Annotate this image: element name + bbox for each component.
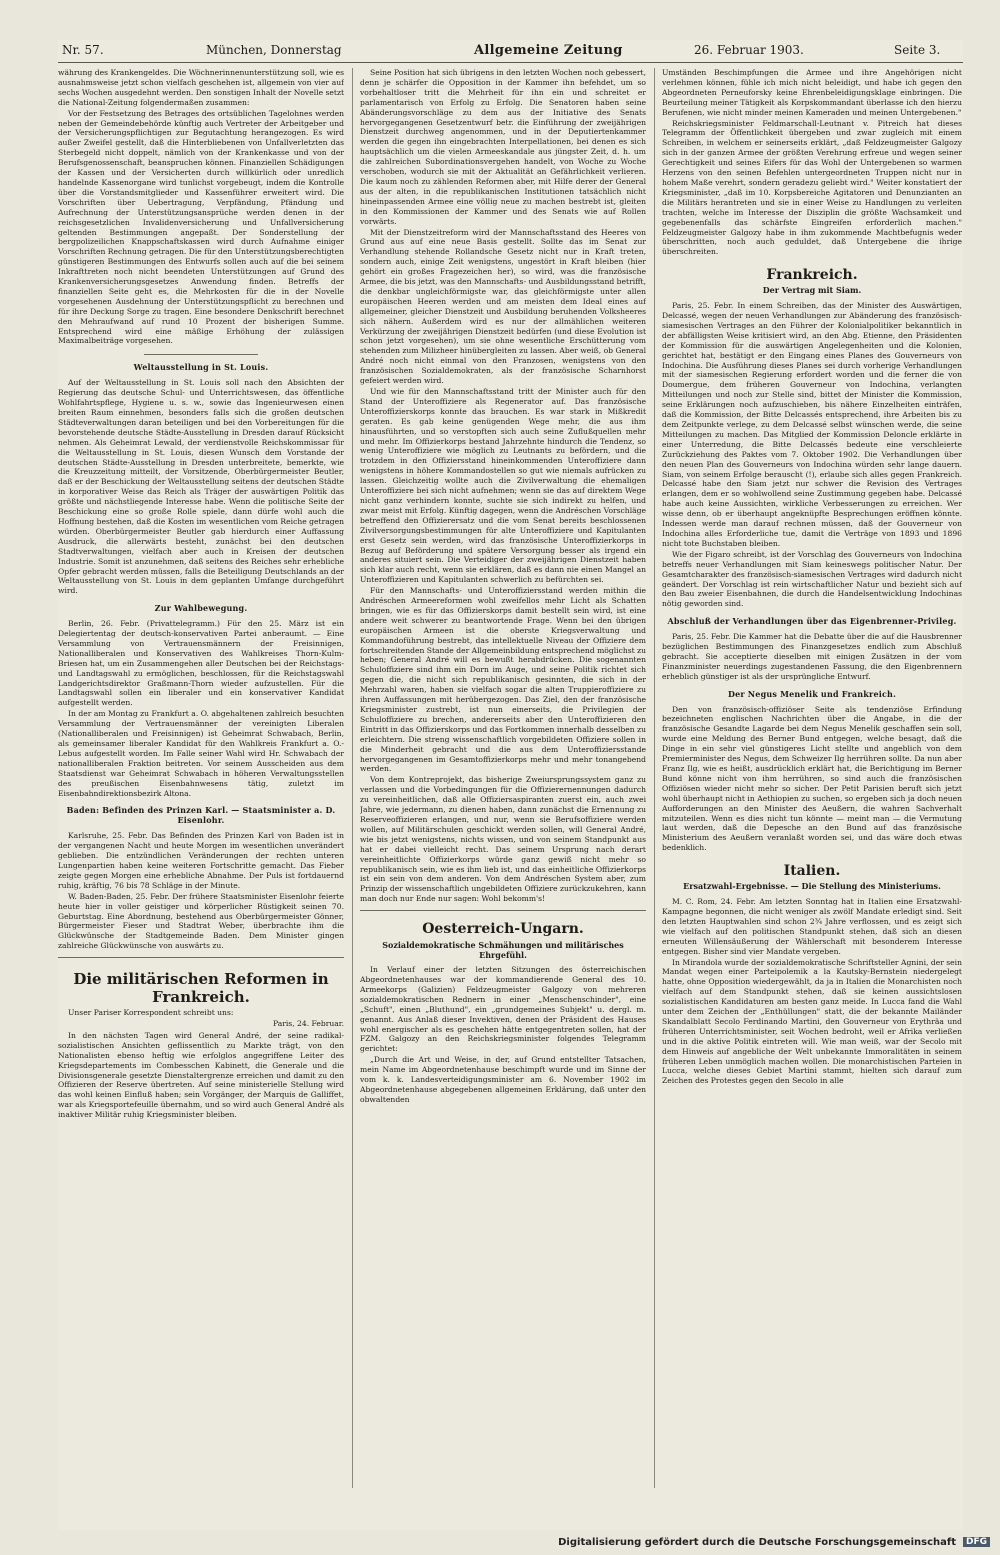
section-heading-italien: Italien. [783, 863, 841, 880]
paragraph: Seine Position hat sich übrigens in den letzten Wochen noch gebessert, denn je schärfer die Opposition in der Kammer ihn befehdet, um so vorbehaltloser tritt die Mehrheit für ihn ein und schreitet er parlamentarisch von Erfolg zu Erfolg. Die Senatoren haben seine Abänderungsvorschläge zu dem aus der Initiative des Senats hervorgegangenen Gesetzentwurf betr. die Einführung der zweijährigen Dienstzeit durchweg angenommen, und in der Deputiertenkammer werden die gegen ihn eingebrachten Interpellationen, bei denen es sich hauptsächlich um die vielen Armeeskandale aus jüngster Zeit, d. h. um die zahlreichen Subordinationsvergehen handelt, von Woche zu Woche verschoben, wodurch sie mit der Aktualität an Gefährlichkeit verlieren. Die kaum noch zu zählenden Reformen aber, mit Hilfe derer der General aus der alten, in die republikanischen Institutionen tatsächlich nicht hineinpassenden Armee eine völlig neue zu machen bestrebt ist, gleiten in den Kommissionen der Kammer und des Senats wie auf Rollen vorwärts. [360, 68, 646, 226]
paragraph: Umständen Beschimpfungen die Armee und ihre Angehörigen nicht verlehmen können, fühle ich mich nicht beleidigt, und habe ich gegen den Abgeordneten Perneuforsky keine Ehrenbeleidigungsklage einbringen. Die Beurteilung meiner Tätigkeit als Korpskommandant überlasse ich den hierzu Berufenen, wie nicht minder meinen Kameraden und meinen Untergebenen." [662, 68, 962, 117]
paragraph: Paris, 25. Febr. Die Kammer hat die Debatte über die auf die Hausbrenner bezüglichen Bestimmungen des Finanzgesetzes endlich zum Abschluß gebracht. Sie acceptierte dieselben mit einigen Zusätzen in der vom Finanzminister neuerdings zugestandenen Fassung, die den Eigenbrennern erheblich günstiger ist als der ursprüngliche Entwurf. [662, 632, 962, 681]
paragraph: In den nächsten Tagen wird General André, der seine radikal-sozialistischen Ansichten geflissentlich zu Markte trägt, von den Nationalisten ebenso heftig wie erfolglos angegriffene Leiter des Kriegsdepartements im Combesschen Kabinett, die Generale und die Divisionsgenerale gesetzte Dienstaltergrenze erreichen und damit zu den Offizieren der Reserve übertreten. Auf seine ministerielle Stellung wird das wohl keinen Einfluß haben; sein Vorgänger, der Marquis de Galliffet, war als Kriegsportefeuille übernahm, und so wird auch General André als inaktiver Militär ruhig Kriegsminister bleiben. [58, 1030, 344, 1120]
headline-military-reforms: Die militärischen Reformen in Frankreich. [73, 970, 329, 1007]
newspaper-title: Allgemeine Zeitung [474, 43, 623, 58]
page-header [58, 40, 963, 63]
divider [58, 957, 344, 958]
paragraph: In Verlauf einer der letzten Sitzungen des österreichischen Abgeordnetenhauses war der kommandierende General des 10. Armeekorps (Galizien) Feldzeugmeister Galgozy von mehreren sozialdemokratischen Rednern in einer „Menschenschinder", eine „Schuft", einen „Bluthund", ein „grundgemeines Subjekt" u. dergl. m. genannt. Aus Anlaß dieser Invektiven, denen der Präsident des Hauses wohl energischer als es geschehen hätte entgegentreten sollen, hat der FZM. Galgozy an den Reichskriegsminister folgendes Telegramm gerichtet: [360, 965, 646, 1054]
section-heading-frankreich: Frankreich. [766, 267, 858, 284]
column-1 [58, 68, 344, 1508]
paragraph: „Durch die Art und Weise, in der, auf Grund entstellter Tatsachen, mein Name im Abgeordnetenhause beschimpft wurde und im Sinne der vom k. k. Landesverteidigungsminister am 6. November 1902 im Abgeordnetenhause abgegebenen allgemeinen Erklärung, daß unter den obwaltenden [360, 1055, 646, 1104]
paragraph: Reichskriegsminister Feldmarschall-Leutnant v. Pitreich hat dieses Telegramm der Öffentlichkeit übergeben und zwar zugleich mit einem Schreiben, in welchem er seinerseits erklärt, „daß Feldzeugmeister Galgozy sich in der ganzen Armee der größten Verehrung erfreue und wegen seiner Gerechtigkeit und seines Eifers für das Wohl der Untergebenen so warmen Herzens von den seinen Befehlen untergeordneten Truppen nicht nur in hohem Maße verehrt, sondern geradezu geliebt wird." Weiter konstatiert der Kriegsminister, „daß im 10. Korpsbereiche Agitatoren und Denunzianten an die Militärs herantreten und sie in einer Weise zu Handlungen zu verleiten trachten, welche im Interesse der Disziplin die größte Wachsamkeit und gegebenenfalls das schärfste Eingreifen erforderlich machen." Feldzeugmeister Galgozy habe in ihm zukommende Machtbefugnis weder überschritten, noch auch geduldet, daß Untergebene die ihrige überschreiten. [662, 118, 962, 257]
paragraph: Paris, 25. Febr. In einem Schreiben, das der Minister des Auswärtigen, Delcassé, wegen der neuen Verhandlungen zur Abänderung des französisch-siamesischen Vertrages an den Führer der Kolonialpolitiker bekanntlich in der abfälligsten Weise kritisiert wird, an den Abg. Etienne, den Präsidenten der Kommission für die auswärtigen Angelegenheiten und die Kolonien, gerichtet hat, bestätigt er den Eingang eines Planes des Gouverneurs von Indochina. Die Ausführung dieses Planes sei durch vorherige Verhandlungen mit der siamesischen Regierung erfordert worden und die ferner die von Doumergue, dem früheren Gouverneur von Indochina, verlangten Mitteilungen und noch zur Stelle sind, bittet der Minister die Kommission, seine Erklärungen noch aufzuschieben, bis nähere Einzelheiten einträfen, daß die Kommission, der Bitte Delcassés entsprechend, ihre Arbeiten bis zu dem Zeitpunkte verlege, zu dem Delcassé selbst wünschen werde, die seine Mitteilungen zu machen. Das Mitglied der Kommission Deloncle erklärte in einer Unterredung, die Bitte Delcassés bedeute eine verschleierte Zurückziehung des Paktes vom 7. Oktober 1902. Die Verhandlungen über den neuen Plan des Gouverneurs von Indochina würden sehr lange dauern. Siam, von seinem Erfolge berauscht (!), erlaube sich alles gegen Frankreich. Delcassé habe den Siam jetzt nur schwer die Revision des Vertrages erlangen, dem er so wohlwollend seine Zustimmung gegeben habe. Delcassé habe auch keine Aussichten, wirkliche Verbesserungen zu erreichen. Wer wisse denn, ob er überhaupt angeknüpfte Besprechungen eröffnen könnte. Indessen werde man darauf rechnen müssen, daß der Gouverneur von Indochina alles Erforderliche tue, damit die Verträge von 1893 und 1896 nicht tote Buchstaben bleiben. [662, 301, 962, 548]
column-rule [654, 68, 655, 1488]
paragraph: Von dem Kontreprojekt, das bisherige Zweiursprungssystem ganz zu verlassen und die Vorbedingungen für die Offizierernennungen dadurch zu vereinheitlichen, daß alle Offiziersaspiranten zuerst ein, auch zwei Jahre, wie jedermann, zu dienen haben, dann zunächst die Ernennung zu Reserveoffizieren erlangen, und nur, wenn sie Berufsoffiziere werden wollen, auf Militärschulen geschickt werden sollen, will General André, wie bis jetzt wenigstens, nichts wissen, und von seinem Standpunkt aus hat er dabei vielleicht recht. Das seinem Ursprung nach derart vereinheitlichte Offizierkorps würde ganz gewiß nicht mehr so republikanisch sein, wie es ihm lieb ist, und das einheitliche Offizierkorps ist ein sein von dem anderen. Von dem Andréschen System aber, zum Prinzip der wissenschaftlich ungebildeten Offiziere zurückzukehren, kann man doch nur Ende nur sagen: Wohl bekomm's! [360, 775, 646, 904]
paragraph: Vor der Festsetzung des Betrages des ortsüblichen Tagelohnes werden neben der Gemeindebehörde künftig auch Vertreter der Arbeitgeber und der Versicherungspflichtigen zur Begutachtung herangezogen. Es wird außer Zweifel gestellt, daß die Hinterbliebenen von Unfallverletzten das Sterbegeld nicht doppelt, nämlich von der Krankenkasse und von der Berufsgenossenschaft, beanspruchen können. Finanziellen Schädigungen der Kassen und der Versicherten durch willkürlich oder unredlich handelnde Kassenorgane wird tunlichst vorgebeugt, indem die Kontrolle über die Vorstandsmitglieder und Kassenführer erweitert wird. Die Vorschriften über Uebertragung, Verpfändung, Pfändung und Aufrechnung der Unterstützungsansprüche werden denen in der reichsgesetzlichen Invalidenversicherung und Unfallversicherung geltenden Bestimmungen angepaßt. Der Sonderstellung der bergpolizeilichen Knappschaftskassen wird durch Aufnahme einiger Vorschriften Rechnung getragen. Die für den Unterstützungsberechtigten günstigeren Bestimmungen des Entwurfs sollen auch auf die bei seinem Inkrafttreten noch nicht beendeten Unterstützungen auf Grund des Krankenversicherungsgesetzes Anwendung finden. Betreffs der finanziellen Seite geht es, die Mehrkosten für die in der Novelle vorgesehenen Ausdehnung der Unterstützungspflicht zu berechnen und für ihre Deckung Sorge zu tragen. Eine besondere Denkschrift berechnet den Mehraufwand auf rund 10 Prozent der bisherigen Summe. Entsprechend wird eine mäßige Erhöhung der zulässigen Maximalbeiträge vorgesehen. [58, 108, 344, 346]
paragraph: In Mirandola wurde der sozialdemokratische Schriftsteller Agnini, der sein Mandat wegen einer Parteipolemik a la Kautsky-Bernstein niedergelegt hatte, ohne Opposition wiedergewählt, da ja in Italien die Monarchisten noch vielfach auf dem Standpunkt stehen, daß sie keinen aussichtslosen sozialistischen Kandidaturen am besten ganz meide. In Lucca fand die Wahl unter dem Zeichen der „Enthüllungen" statt, die der bekannte Mailänder Skandalblatt Secolo Ferdinando Martini, den Gouverneur von Erythräa und früheren Unterrichtsminister, seit Wochen bedroht, weil er Afrika verließen und in die aktive Politik eintreten will. Wie man weiß, war der Secolo mit dem Hinweis auf angebliche der Welt unbekannte Immoralitäten in seinem früheren Leben unmöglich machen wollen. Die monarchistischen Parteien in Lucca, welche dieses Gebiet Martini stammt, hielten sich darauf zum Zeichen des Protestes gegen den Secolo in alle [662, 957, 962, 1086]
article-heading-siam: Der Vertrag mit Siam. [762, 285, 862, 296]
issue-date: 26. Februar 1903. [694, 43, 804, 57]
article-heading-weltausstellung: Weltausstellung in St. Louis. [133, 362, 269, 373]
paragraph: Mit der Dienstzeitreform wird der Mannschaftsstand des Heeres von Grund aus auf eine neue Basis gestellt. Sollte das im Senat zur Verhandlung stehende Rollandsche Gesetz nicht nur in Kraft treten, sondern auch, einige Zeit wenigstens, ungestört in Kraft bleiben (hier gehört ein großes Fragezeichen her), so wird, was die französische Armee, die bis jetzt, was den Mannschafts- und Ausbildungsstand betrifft, die denkbar ungleichförmigste war, das gleichförmigste unter allen europäischen Heeren werden und am meisten dem Ideal eines auf allgemeiner, gleicher Dienstzeit und Ausbildung beruhenden Volksheeres sich nähern. Außerdem wird es nur der allmählichen weiteren Verkürzung der zweijährigen Dienstzeit bedürfen (und diese Evolution ist schon jetzt vorgesehen), um sie ohne wesentliche Erschütterung vom stehenden zum Milizheer hinübergleiten zu lassen. Aber weiß, ob General André noch nicht einmal von den Franzosen, wenigstens von den französischen Sozialdemokraten, als der französische Scharnhorst gefeiert werden wird. [360, 227, 646, 386]
column-3 [662, 68, 962, 1508]
page-number: Seite 3. [894, 43, 941, 57]
paragraph: W. Baden-Baden, 25. Febr. Der frühere Staatsminister Eisenlohr feierte heute hier in voller geistiger und körperlicher Rüstigkeit seinen 70. Geburtstag. Eine Abordnung, bestehend aus Oberbürgermeister Gönner, Bürgermeister Fieser und Stadtrat Weber, überbrachte ihm die Glückwünsche der Stadtgemeinde Baden. Dem Minister gingen zahlreiche Glückwünsche von auswärts zu. [58, 891, 344, 951]
divider [360, 910, 646, 911]
paragraph: Den von französisch-offiziöser Seite als tendenziöse Erfindung bezeichneten englischen Nachrichten über die Angabe, in die der französische Gesandte Lagarde bei dem Negus Menelik geschaffen sein soll, wurde eine Meldung des Berner Bund entgegen, welche besagt, daß die Dinge in ein sehr viel günstigeres Licht stellte und angeblich von dem Premierminister des Negus, dem Schweizer Ilg herrühren sollte. Da nun aber Franz Ilg, wie es heißt, ausdrücklich erklärt hat, die Berichtigung im Berner Bund könne nicht von ihm herrühren, so sind auch die französischen Offiziösen wieder nicht mehr so sicher. Der Petit Parisien beruft sich jetzt wohl überhaupt nicht in Aethiopien zu suchen, so ergeben sich ja doch neuen Aufforderungen an den Minister des Aeußern, die wahren Sachverhalt mitzuteilen. Wenn es dies nicht tun könnte — meint man — die Vermutung laut werden, daß die Depesche an den Bund auf das französische Ministerium des Aeußern veranlaßt worden sei, und das wäre doch etwas bedenklich. [662, 704, 962, 853]
place-and-day: München, Donnerstag [206, 43, 342, 57]
divider [144, 354, 258, 355]
article-heading-eigenbrenner: Abschluß der Verhandlungen über das Eigenbrenner-Privileg. [667, 616, 957, 627]
paragraph: währung des Krankengeldes. Die Wöchnerinnenunterstützung soll, wie es ausnahmsweise jetzt schon vielfach geschehen ist, allgemein von vier auf sechs Wochen ausgedehnt werden. Den sonstigen Inhalt der Novelle setzt die National-Zeitung folgendermaßen zusammen: [58, 68, 344, 107]
digitization-footer [0, 1532, 1000, 1555]
paragraph: Für den Mannschafts- und Unteroffiziersstand werden mithin die Andréschen Armeereformen wohl zweifellos mehr Licht als Schatten bringen, wie es für das Offizierskorps damit bestellt sein wird, ist eine andere weit schwerer zu beantwortende Frage. Wenn bei den übrigen europäischen Armeen ist die oberste Kriegsverwaltung und Kommandoführung bestrebt, das intellektuelle Niveau der Offiziere dem fortschreitenden Stande der Allgemeinbildung entsprechend möglichst zu heben; General André will es bewußt herabdrücken. Die sogenannten Schuloffiziere sind ihm ein Dorn im Auge, und seine Politik richtet sich gegen die, die nicht sich republikanisch gesinnten, die sich in der Mehrzahl waren, haben sie vielfach sogar die alten Truppieroffiziere zu ihren Auffassungen mit herübergezogen. Das Ziel, den der französische Kriegsminister zustrebt, ist nun einerseits, die Privilegien der Schuloffiziere zu brechen, andererseits aber den Unteroffizieren den Eintritt in das Offizierskorps und das Fortkommen innerhalb desselben zu erleichtern. Die streng wissenschaftlich vorgebildeten Offiziere sollen in die Minderheit gebracht und die aus dem Unteroffiziersstande hervorgegangenen im Gesamtoffizierkorps mehr und mehr tonangebend werden. [360, 586, 646, 774]
dfg-logo: DFG [963, 1537, 990, 1547]
section-heading-oesterreich: Oesterreich-Ungarn. [422, 921, 584, 938]
paragraph: Berlin, 26. Febr. (Privattelegramm.) Für den 25. März ist ein Delegiertentag der deutsch-konservativen Partei anberaumt. — Eine Versammlung von Vertrauensmännern der Freisinnigen, Nationalliberalen und Konservativen des Wahlkreises Thorn-Kulm-Briesen hat, um ein Zusammengehen aller Deutschen bei der Reichstags- und Landtagswahl zu ermöglichen, beschlossen, für die Reichstagswahl Landgerichtsdirektor Graßmann-Thorn wieder aufzustellen. Für die Landtagswahl sollen ein liberaler und ein konservativer Kandidat aufgestellt werden. [58, 619, 344, 708]
article-heading-oesterreich: Sozialdemokratische Schmähungen und militärisches Ehrgefühl. [382, 940, 624, 961]
paragraph: In der am Montag zu Frankfurt a. O. abgehaltenen zahlreich besuchten Versammlung der Vertrauensmänner der vereinigten Liberalen (Nationalliberalen und Freisinnigen) ist Geheimrat Schwabach, Berlin, als gemeinsamer liberaler Kandidat für den Wahlkreis Frankfurt a. O.-Lebus aufgestellt worden. Im Falle seiner Wahl wird Hr. Schwabach der nationalliberalen Fraktion beitreten. Vor seinem Ausscheiden aus dem Staatsdienst war Geheimrat Schwabach in höheren Verwaltungsstellen des preußischen Eisenbahnwesens tätig, zuletzt im Eisenbahndirektionsbezirk Altona. [58, 709, 344, 798]
article-heading-baden: Baden: Befinden des Prinzen Karl. — Staatsminister a. D. Eisenlohr. [66, 805, 336, 826]
column-rule [352, 68, 353, 1488]
article-heading-menelik: Der Negus Menelik und Frankreich. [727, 688, 897, 699]
article-heading-wahlbewegung: Zur Wahlbewegung. [154, 603, 248, 614]
paragraph: Und wie für den Mannschaftsstand tritt der Minister auch für den Stand der Unteroffiziere als Regenerator auf. Das französische Unteroffizierskorps konnte das brauchen. Es war stark in Mißkredit geraten. Es gab keine genügenden Wege mehr, die aus ihm hinausführten, und so verstopften sich auch seine Zuflußquellen mehr und mehr. Im Offizierkorps bestand Jahrzehnte hindurch die Tendenz, so wenig Unteroffiziere wie möglich zu Leutnants zu befördern, und die trotzdem in den Offiziersstand hineinkommenden Unteroffiziere dann wenigstens in höhere Kommandostellen so gut wie niemals aufrücken zu lassen. Gleichzeitig wollte auch die Zivilverwaltung die ehemaligen Unteroffiziere bei sich nicht aufnehmen; wenn sie das auf direktem Wege nicht ganz verhindern konnte, suchte sie sich indirekt zu helfen, und zwar meist mit Erfolg. Künftig dagegen, wenn die Andréschen Vorschläge betreffend den Offizierersatz und die vom Senat bereits beschlossenen Zivilversorgungsbestimmungen für alte Unteroffiziere und Kapitulanten erst Gesetz sein werden, wird das französische Unteroffizierkorps in Bezug auf Beförderung und spätere Versorgung besser als irgend ein anderes situiert sein. Die Verteidiger der zweijährigen Dienstzeit haben sich klar auch recht, wenn sie erklären, daß es dann nie einen Mangel an Unteroffizieren und Kapitulanten schwerlich zu befürchten sei. [360, 387, 646, 585]
dateline: Paris, 24. Februar. [272, 1019, 344, 1029]
article-heading-italien: Ersatzwahl-Ergebnisse. — Die Stellung des Ministeriums. [683, 881, 941, 892]
newspaper-page [58, 40, 963, 1530]
funding-notice: Digitalisierung gefördert durch die Deutsche Forschungsgemeinschaft [558, 1537, 956, 1548]
column-2 [360, 68, 646, 1508]
paragraph: Auf der Weltausstellung in St. Louis soll nach den Absichten der Regierung das deutsche Schul- und Unterrichtswesen, das öffentliche Wohlfahrtspflege, Hygiene u. s. w., sowie das Ingenieurwesen einen breiten Raum einnehmen, besonders falls sich die großen deutschen Städteverwaltungen daran beteiligen und bei den Vorbereitungen für die bevorstehende deutsche Städte-Ausstellung in Dresden darauf Rücksicht nehmen. Als Geheimrat Lewald, der verdienstvolle Reichskommissar für die Weltausstellung in St. Louis, diesen Wunsch dem Vorstande der deutschen Städte-Ausstellung in Dresden unterbreitete, bemerkte, wie die Kreuzzeitung mitteilt, der Vorsitzende, Oberbürgermeister Beutler, daß er der Beschickung der Weltausstellung seitens der deutschen Städte in korporativer Weise das Reich als Träger der auswärtigen Politik das größte und nächstliegende Interesse habe. Wenn die politische Seite der Beschickung eine so große Rolle spiele, dann dürfe wohl auch die Hoffnung bestehen, daß die Kosten im wesentlichen vom Reiche getragen würden. Oberbürgermeister Beutler gab hierdurch einer Auffassung Ausdruck, die allerwärts besteht, zunächst bei den deutschen Stadtverwaltungen, vielfach aber auch in Kreisen der deutschen Industrie. Somit ist anzunehmen, daß seitens des Reiches sehr erhebliche Opfer gebracht werden müssen, falls die Beteiligung Deutschlands an der Weltausstellung von St. Louis in dem geplanten Umfange durchgeführt wird. [58, 378, 344, 596]
issue-number: Nr. 57. [62, 43, 104, 57]
paragraph: Wie der Figaro schreibt, ist der Vorschlag des Gouverneurs von Indochina betreffs neuer Verhandlungen mit Siam keineswegs politischer Natur. Der Gesamtcharakter des französisch-siamesischen Vertrages wird dadurch nicht geändert. Der Vorschlag ist rein wirtschaftlicher Natur und bezieht sich auf den Bau zweier Eisenbahnen, die durch die Handelsentwicklung Indochinas nötig geworden sind. [662, 549, 962, 609]
paragraph: Karlsruhe, 25. Febr. Das Befinden des Prinzen Karl von Baden ist in der vergangenen Nacht und heute Morgen im wesentlichen unverändert geblieben. Die entzündlichen Veränderungen der rechten unteren Lungenpartien haben keine weiteren Fortschritte gemacht. Das Fieber zeigte gegen Morgen eine erhebliche Abnahme. Der Puls ist fortdauernd ruhig, kräftig, 76 bis 78 Schläge in der Minute. [58, 831, 344, 890]
paragraph: M. C. Rom, 24. Febr. Am letzten Sonntag hat in Italien eine Ersatzwahl-Kampagne begonnen, die nicht weniger als zwölf Mandate erledigt sind. Seit den letzten Hauptwahlen sind schon 2¾ Jahre verflossen, und es zeigt sich wie vielfach auf den politischen Standpunkt stehen, daß sich an diesen erneuten Willensäußerung der Wählerschaft mit besonderem Interesse entgegen. Bisher sind vier Mandate vergeben. [662, 897, 962, 956]
paragraph: Unser Pariser Korrespondent schreibt uns: [68, 1008, 234, 1018]
